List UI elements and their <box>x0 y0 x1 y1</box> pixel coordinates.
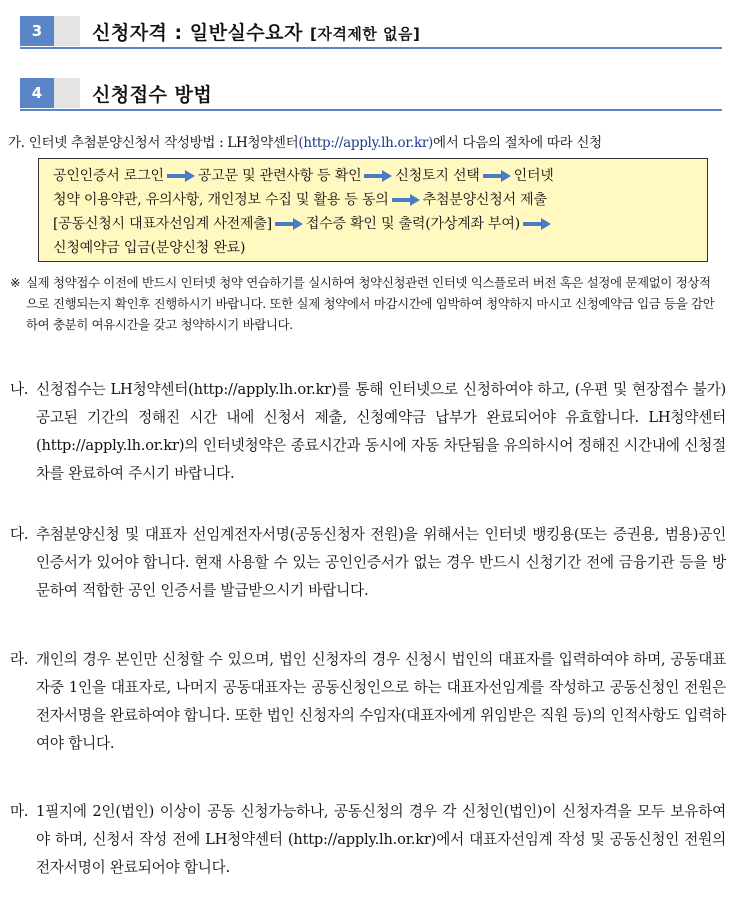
list-item-ra <box>10 646 726 758</box>
flow-step: 인터넷 <box>513 168 554 184</box>
list-item-text: 신청접수는 LH청약센터(http://apply.lh.or.kr)를 통해 인터넷으로 신청하여야 하고, (우편 및 현장접수 불가) 공고된 기간의 정해진 시간 내에 신청서 제출, 신청예약금 납부가 완료되어야 유효합니다. LH청약센터(http://apply.lh.or.kr)의 인터넷청약은 종료시간과 동시에 자동 차단됨을 유의하시어 정해진 시간내에 신청절차를 완료하여 주시기 바랍니다. <box>36 381 726 482</box>
lh-center-link[interactable]: (http://apply.lh.or.kr) <box>298 135 433 151</box>
flow-step: 추첨분양신청서 제출 <box>422 192 547 208</box>
list-item-na <box>10 376 726 488</box>
right-arrow-icon <box>483 170 511 182</box>
intro-prefix: 가. 인터넷 추첨분양신청서 작성방법 : LH청약센터 <box>8 135 299 151</box>
flow-line-1 <box>53 165 554 185</box>
list-item-ma <box>10 798 726 882</box>
section-title <box>92 18 420 45</box>
right-arrow-icon <box>275 218 303 230</box>
flow-step: [공동신청시 대표자선임계 사전제출] <box>53 216 272 232</box>
section-title-main: 신청자격 : 일반실수요자 <box>92 22 310 44</box>
flow-line-3 <box>53 213 554 233</box>
caution-note <box>10 272 722 335</box>
section-3-header <box>20 16 722 50</box>
flow-step: 청약 이용약관, 유의사항, 개인정보 수집 및 활용 등 동의 <box>53 192 389 208</box>
right-arrow-icon <box>364 170 392 182</box>
application-method-intro <box>8 131 602 151</box>
list-item-label: 라. <box>10 651 29 668</box>
note-mark: ※ <box>10 275 21 290</box>
section-4-header <box>20 78 722 112</box>
list-item-label: 나. <box>10 381 29 398</box>
intro-suffix: 에서 다음의 절차에 따라 신청 <box>433 135 602 151</box>
flow-step: 접수증 확인 및 출력(가상계좌 부여) <box>305 216 520 232</box>
section-header-accent <box>54 78 80 108</box>
flow-line-2 <box>53 189 547 209</box>
flow-step: 공고문 및 관련사항 등 확인 <box>197 168 362 184</box>
section-header-accent <box>54 16 80 46</box>
flow-step: 신청예약금 입금(분양신청 완료) <box>53 240 246 256</box>
section-number: 4 <box>20 78 54 108</box>
list-item-label: 마. <box>10 803 29 820</box>
list-item-da <box>10 521 726 605</box>
note-text: 실제 청약접수 이전에 반드시 인터넷 청약 연습하기를 실시하여 청약신청관련 인터넷 익스플로러 버전 혹은 설정에 문제없이 정상적으로 진행되는지 확인후 진행하시기 바랍니다. 또한 실제 청약에서 마감시간에 임박하여 청약하지 마시고 신청예약금 입금 등을 감안하여 충분히 여유시간을 갖고 청약하시기 바랍니다. <box>26 275 715 332</box>
right-arrow-icon <box>392 194 420 206</box>
section-underline <box>20 109 722 111</box>
procedure-flow-box <box>38 158 708 262</box>
section-title: 신청접수 방법 <box>92 84 213 106</box>
list-item-label: 다. <box>10 526 29 543</box>
flow-step: 신청토지 선택 <box>395 168 480 184</box>
flow-step: 공인인증서 로그인 <box>53 168 164 184</box>
section-underline <box>20 47 722 49</box>
section-title-sub: [자격제한 없음] <box>309 25 421 43</box>
list-item-text: 개인의 경우 본인만 신청할 수 있으며, 법인 신청자의 경우 신청시 법인의 대표자를 입력하여야 하며, 공동대표자중 1인을 대표자로, 나머지 공동대표자는 공동신청인으로 하는 대표자선임계를 작성하고 공동신청인 전원은 전자서명을 완료하여야 합니다. 또한 법인 신청자의 수임자(대표자에게 위임받은 직원 등)의 인적사항도 입력하여야 합니다. <box>36 651 726 752</box>
list-item-text: 1필지에 2인(법인) 이상이 공동 신청가능하나, 공동신청의 경우 각 신청인(법인)이 신청자격을 모두 보유하여야 하며, 신청서 작성 전에 LH청약센터 (http://apply.lh.or.kr)에서 대표자선임계 작성 및 공동신청인 전원의 전자서명이 완료되어야 합니다. <box>36 803 726 876</box>
list-item-text: 추첨분양신청 및 대표자 선임계전자서명(공동신청자 전원)을 위해서는 인터넷 뱅킹용(또는 증권용, 범용)공인인증서가 있어야 합니다. 현재 사용할 수 있는 공인인증서가 없는 경우 반드시 신청기간 전에 금융기관 등을 방문하여 적합한 공인 인증서를 발급받으시기 바랍니다. <box>36 526 726 599</box>
section-number: 3 <box>20 16 54 46</box>
right-arrow-icon <box>523 218 551 230</box>
right-arrow-icon <box>167 170 195 182</box>
flow-line-4 <box>53 237 245 257</box>
